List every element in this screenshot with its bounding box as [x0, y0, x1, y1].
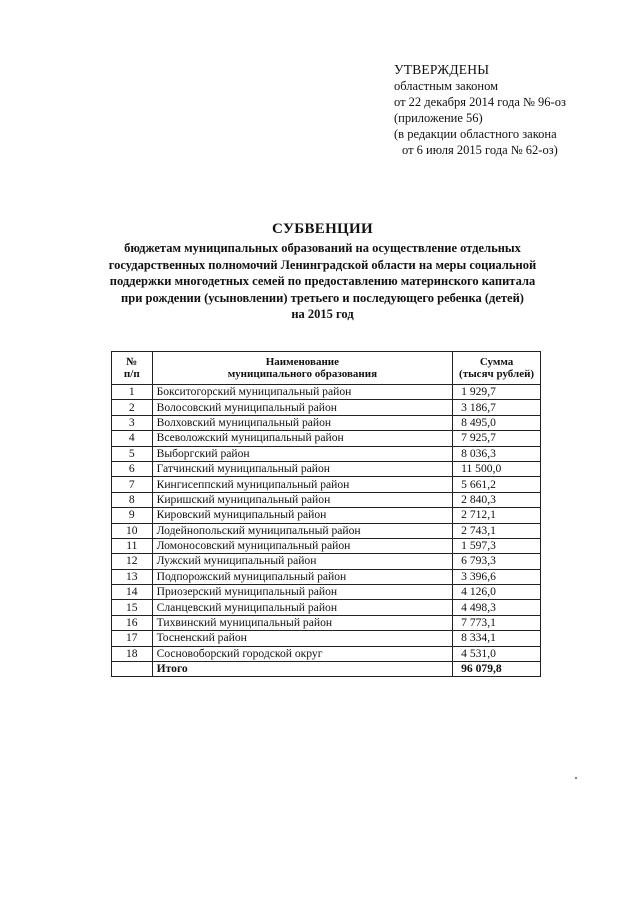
- table-row: [112, 615, 541, 630]
- scan-speck: [575, 777, 577, 779]
- row-number: 10: [112, 523, 153, 538]
- row-number: 2: [112, 400, 153, 415]
- document-title-block: [100, 218, 545, 323]
- row-number: 9: [112, 508, 153, 523]
- row-number: 1: [112, 385, 153, 400]
- row-number: 16: [112, 615, 153, 630]
- document-subtitle-line: бюджетам муниципальных образований на осуществление отдельных: [124, 241, 521, 255]
- table-row: [112, 508, 541, 523]
- header-number-line2: п/п: [123, 368, 140, 380]
- header-number: [112, 352, 153, 385]
- total-label: Итого: [152, 662, 453, 677]
- header-amount: [453, 352, 541, 385]
- header-municipality: [152, 352, 453, 385]
- row-municipality: Киришский муниципальный район: [152, 492, 453, 507]
- table-row: [112, 461, 541, 476]
- header-amount-line2: (тысяч рублей): [459, 368, 535, 380]
- table-row: [112, 446, 541, 461]
- table-row: [112, 554, 541, 569]
- row-municipality: Приозерский муниципальный район: [152, 585, 453, 600]
- total-amount: 96 079,8: [453, 662, 541, 677]
- table-row: [112, 646, 541, 661]
- row-amount: 8 036,3: [453, 446, 541, 461]
- table-total-row: [112, 662, 541, 677]
- row-municipality: Выборгский район: [152, 446, 453, 461]
- row-municipality: Тосненский район: [152, 631, 453, 646]
- row-amount: 5 661,2: [453, 477, 541, 492]
- row-number: 4: [112, 431, 153, 446]
- row-municipality: Лодейнопольский муниципальный район: [152, 523, 453, 538]
- row-amount: 4 498,3: [453, 600, 541, 615]
- table-row: [112, 523, 541, 538]
- table-row: [112, 538, 541, 553]
- table-row: [112, 492, 541, 507]
- header-municipality-line1: Наименование: [265, 356, 340, 368]
- row-municipality: Всеволожский муниципальный район: [152, 431, 453, 446]
- document-subtitle-line: поддержки многодетных семей по предоставлению материнского капитала: [109, 274, 536, 288]
- row-municipality: Сланцевский муниципальный район: [152, 600, 453, 615]
- header-municipality-line2: муниципального образования: [227, 368, 378, 380]
- approval-appendix-line: (приложение 56): [394, 111, 483, 125]
- table-row: [112, 477, 541, 492]
- row-amount: 1 597,3: [453, 538, 541, 553]
- row-number: 8: [112, 492, 153, 507]
- table-row: [112, 385, 541, 400]
- total-number-cell: [112, 662, 153, 677]
- row-amount: 7 773,1: [453, 615, 541, 630]
- table-row: [112, 415, 541, 430]
- row-municipality: Волховский муниципальный район: [152, 415, 453, 430]
- table-body: [112, 385, 541, 677]
- row-amount: 2 743,1: [453, 523, 541, 538]
- row-number: 5: [112, 446, 153, 461]
- row-municipality: Сосновоборский городской округ: [152, 646, 453, 661]
- row-number: 11: [112, 538, 153, 553]
- row-number: 17: [112, 631, 153, 646]
- subsidies-table: [111, 351, 541, 677]
- document-title: СУБВЕНЦИИ: [272, 221, 373, 237]
- row-municipality: Гатчинский муниципальный район: [152, 461, 453, 476]
- table-row: [112, 569, 541, 584]
- document-subtitle-line: государственных полномочий Ленинградской области на меры социальной: [108, 257, 537, 272]
- row-municipality: Волосовский муниципальный район: [152, 400, 453, 415]
- header-number-line1: №: [126, 356, 138, 368]
- table-row: [112, 585, 541, 600]
- approval-date-line: от 22 декабря 2014 года № 96-оз: [394, 95, 566, 109]
- row-amount: 4 531,0: [453, 646, 541, 661]
- row-municipality: Кировский муниципальный район: [152, 508, 453, 523]
- document-subtitle-line: при рождении (усыновлении) третьего и последующего ребенка (детей): [121, 290, 524, 305]
- row-amount: 8 495,0: [453, 415, 541, 430]
- row-municipality: Бокситогорский муниципальный район: [152, 385, 453, 400]
- row-amount: 2 840,3: [453, 492, 541, 507]
- row-number: 12: [112, 554, 153, 569]
- table-row: [112, 631, 541, 646]
- row-amount: 2 712,1: [453, 508, 541, 523]
- row-number: 3: [112, 415, 153, 430]
- row-amount: 6 793,3: [453, 554, 541, 569]
- approval-law-line: областным законом: [394, 79, 499, 93]
- row-municipality: Лужский муниципальный район: [152, 554, 453, 569]
- approval-revision-date-line: от 6 июля 2015 года № 62-оз): [402, 143, 558, 157]
- table-row: [112, 400, 541, 415]
- table-header-row: [112, 352, 541, 385]
- table-header: [112, 352, 541, 385]
- row-number: 13: [112, 569, 153, 584]
- table-row: [112, 431, 541, 446]
- row-municipality: Ломоносовский муниципальный район: [152, 538, 453, 553]
- approval-heading: УТВЕРЖДЕНЫ: [394, 62, 490, 77]
- approval-block: [394, 62, 566, 158]
- row-amount: 3 396,6: [453, 569, 541, 584]
- row-municipality: Кингисеппский муниципальный район: [152, 477, 453, 492]
- row-amount: 7 925,7: [453, 431, 541, 446]
- row-amount: 4 126,0: [453, 585, 541, 600]
- row-number: 6: [112, 461, 153, 476]
- header-amount-line1: Сумма: [479, 356, 514, 368]
- row-amount: 3 186,7: [453, 400, 541, 415]
- row-number: 14: [112, 585, 153, 600]
- document-subtitle-line: на 2015 год: [291, 307, 354, 321]
- row-amount: 8 334,1: [453, 631, 541, 646]
- row-amount: 11 500,0: [453, 461, 541, 476]
- row-number: 7: [112, 477, 153, 492]
- row-municipality: Тихвинский муниципальный район: [152, 615, 453, 630]
- table-row: [112, 600, 541, 615]
- approval-revision-line: (в редакции областного закона: [394, 127, 557, 141]
- row-number: 15: [112, 600, 153, 615]
- row-municipality: Подпорожский муниципальный район: [152, 569, 453, 584]
- row-number: 18: [112, 646, 153, 661]
- row-amount: 1 929,7: [453, 385, 541, 400]
